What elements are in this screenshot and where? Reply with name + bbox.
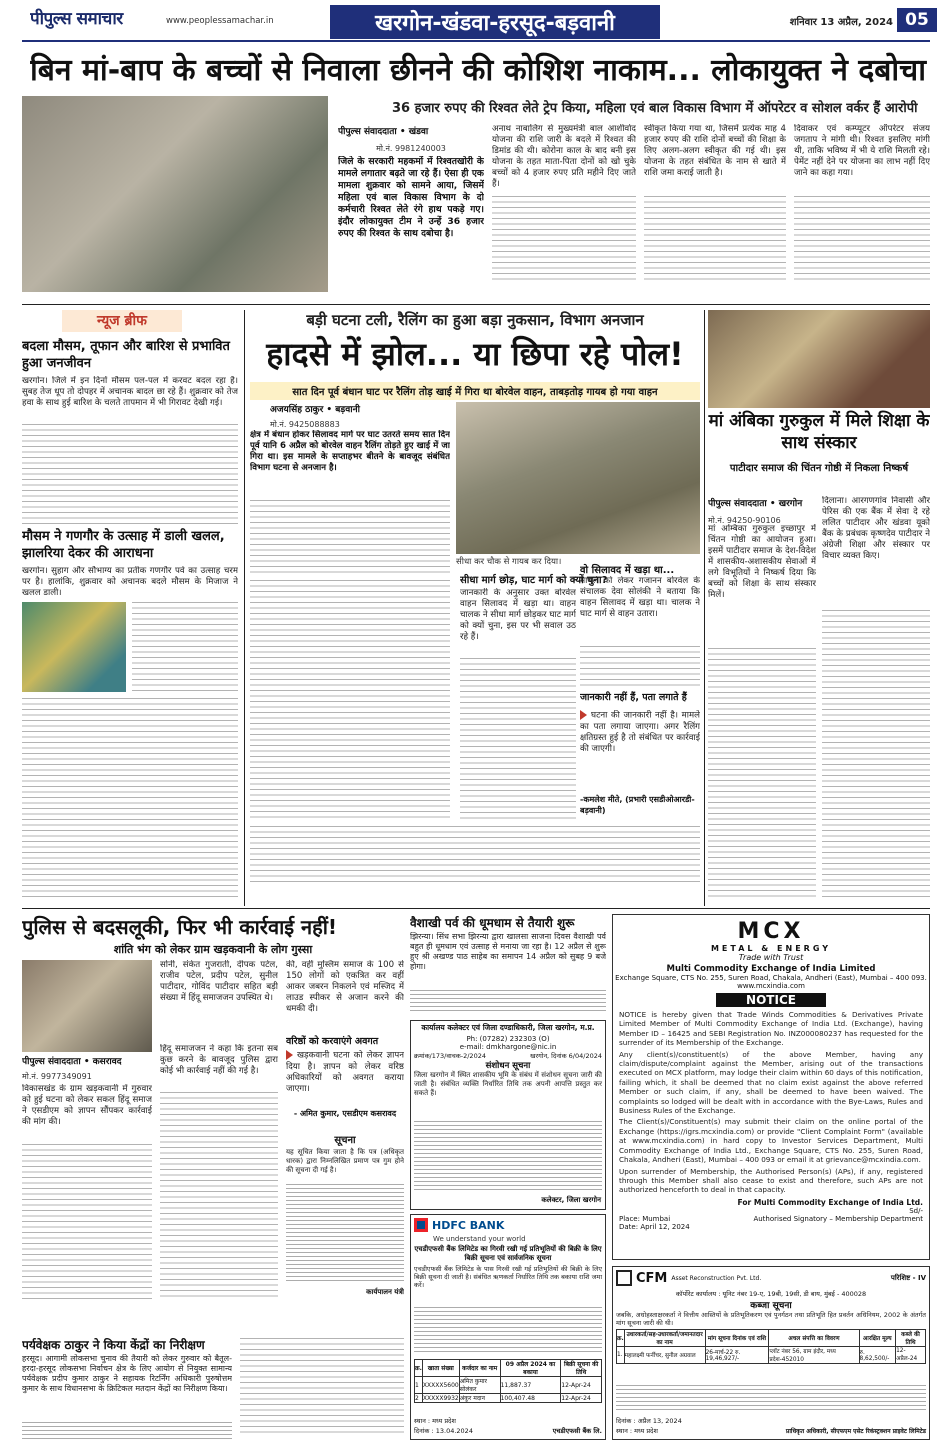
cfm-office: कॉर्पोरेट कार्यालय : यूनिट नंबर 19-ए, 19बी, 19सी, डी बाय, मुंबई - 400028 [675,1290,867,1298]
story2-lead: क्षेत्र में बंधान होकर सिलावद मार्ग पर घाट उतरते समय सात दिन पूर्व यानि 6 अप्रैल को बोरवेल वाहन रैलिंग तोड़ते हुए खाई में जा गिरा था। इस मामले के सप्ताहभर बीतने के बावजूद संबंधित विभाग घटना से अनजान है। [250,430,450,473]
story-lokayukt [22,48,930,310]
mcx-logo [613,919,929,962]
subhead: पाटीदार समाज की चिंतन गोष्ठी में निकला निष्कर्ष [729,463,909,474]
cfm-appendix: परिशिष्ट - IV [890,1273,926,1282]
mcx-p1: NOTICE is hereby given that Trade Winds Commodities & Derivatives Private Limited Member of Multi Commodity Exchange of India Ltd. (Exchange), having Member ID – 16425 and SEBI Registration No. INZ000080237 has requested for the surrender of its Membership of the Exchange. [619,1010,923,1048]
cfm-cell: 1. [617,1347,625,1364]
sub1-text: जानकारी के अनुसार उक्त बोरवेल वाहन सिलावद में खड़ा था। वाहन चालक ने सीधा मार्ग छोड़कर घाट मार्ग को क्यों चुना, इस पर भी सवाल उठ रहे हैं। [460,588,576,642]
story-haadse [250,310,700,906]
brief1-text: खरगोन। जिले में इन दिनों मौसम पल-पल में करवट बदल रहा है। सुबह तेज धूप तो दोपहर में अचानक बादल छा रहे हैं। शुक्रवार को तेज हवा के साथ हुई बारिश के चलते तापमान में भी गिरावट देखी गई। [22,376,238,408]
hdfc-cell: अमित कुमार सोलंकर [459,1377,500,1394]
hdfc-th: खाता संख्या [422,1360,459,1377]
page-number: 05 [897,8,937,32]
byline: पीपुल्स संवाददाता [708,499,767,509]
hdfc-cell: 12-Apr-24 [561,1377,602,1394]
byline-mobile: मो.नं. 9425088883 [270,420,340,429]
story-vaishakhi [410,914,606,1016]
story2-bottom [250,826,700,882]
byline-place: खरगोन [778,499,803,509]
hdfc-cell: XXXXX9932 [422,1394,459,1402]
headline: वैशाखी पर्व की धूमधाम से तैयारी शुरू [410,916,575,930]
tender-contact: Ph: (07282) 232303 (O) [466,1035,550,1043]
hdfc-th: 09 अप्रैल 2024 का बकाया [500,1360,561,1377]
cfm-brand: CFM [636,1270,668,1286]
side-text-body: खड़कवानी घटना को लेकर ज्ञापन दिया है। ज्ञापन को लेकर वरिष्ठ अधिकारियों को अवगत कराया जाएगा। [286,1050,404,1094]
hdfc-cell: 100,407.48 [500,1394,561,1403]
mcx-place: Place: Mumbai [619,1214,671,1223]
mcx-for: For Multi Commodity Exchange of India Ltd. [737,1197,923,1207]
story1-col2-text [492,196,636,280]
headline: मां अंबिका गुरुकुल में मिले शिक्षा के साथ संस्कार [708,411,930,453]
soochna-body [286,1184,404,1284]
sub3: जानकारी नहीं हैं, पता लगाते हैं [580,692,687,703]
table-row [617,1347,926,1364]
brief2-title: मौसम ने गणगौर के उत्साह में डाली खलल, झालरिया देकर की आराधना [22,529,225,561]
brief2-photo [22,602,126,692]
story3-photo [708,310,930,408]
photo-caption: सीधा कर चौक से गायब कर दिया। [456,557,562,567]
byline-mobile: मो.नं. 9981240003 [376,144,446,153]
mcx-p2: Any client(s)/constituent(s) of the above Member, having any claim/dispute/complaint against the Member, arising out of the transactions executed on MCX platform, may lodge their claim within 60 days of this notification, failing which, it shall be deemed that no claim exist against the above referred Member or such claim, if any, shall be deemed to have been waived. The complaints so lodged will be dealt with in accordance with the Bye-Laws, Rules and Business Rules of the Exchange. [619,1049,923,1116]
story6-lead: हरसूद। आगामी लोकसभा चुनाव की तैयारी को लेकर गुरुवार को बैतूल-हरदा-हरसूद लोकसभा निर्वाचन क्षेत्र के लिए आयोग से नियुक्त सामान्य पर्यवेक्षक प्रदीप कुमार ठाकुर ने सहायक रिटर्निंग अधिकारी पुरुषोत्तम कुमार के साथ विधानसभा के क्रिटिकल मतदान केंद्रों का निरीक्षण किया। [22,1354,232,1393]
headline: पुलिस से बदसलूकी, फिर भी कार्रवाई नहीं! [22,915,338,939]
story1-col4-text [794,196,930,280]
mcx-p3: The Client(s)/Constituent(s) may submit their claim on the online portal of the Exchange (https://igrs.mcxindia.com) or provide "Client Complaint Form" (available at www.mcxindia.com) in hard copy to Investor Services Department, Multi Commodity Exchange of India Ltd., Exchange Square, CTS No. 255, Suren Road, Chakala, Andheri (East), Mumbai – 400 093 or email it at grievance@mcxindia.com. [619,1117,923,1165]
tender-body [414,1121,602,1191]
byline-mobile: मो.नं. 9977349091 [22,1072,92,1081]
cfm-text: जबकि, अधोहस्ताक्षरकर्ता ने वित्तीय आस्तियों के प्रतिभूतिकरण एवं पुनर्गठन तथा प्रतिभूति हित प्रवर्तन अधिनियम, 2002 के अंतर्गत मांग सूचना जारी की थी। [616,1311,926,1327]
story4-col3: की, वहीं मुस्लिम समाज के 100 से 150 लोगों को एकत्रित कर वहीं आकर जबरन निकलने एवं मस्जिद में लाउड स्पीकर से अजान करने की धमकी दी। [286,960,404,1014]
story4-col2b: हिंदू समाजजन ने कहा कि इतना सब कुछ करने के बावजूद पुलिस द्वारा कोई भी कार्रवाई नहीं की गई है। [160,1044,278,1076]
story5-more [410,990,606,1014]
brief2-col [132,602,238,692]
hdfc-cell: 11,887.37 [500,1377,561,1394]
story-observer [22,1336,232,1441]
hdfc-date: दिनांक : 13.04.2024 [414,1427,473,1435]
tender-email: e-mail: dmkhargone@nic.in [459,1043,557,1051]
hdfc-heading: एचडीएफसी बैंक लिमिटेड का गिरवी रखी गई प्रतिभूतियों की बिक्री के लिए बिक्री सूचना एवं सार्वजनिक सूचना [414,1245,602,1262]
brief1-more [22,424,238,524]
cfm-th: उधारकर्ता/सह-उधारकर्ता/जमानतदार का नाम [624,1330,705,1347]
mcx-sd: Sd/- [909,1206,923,1215]
masthead-rule [22,40,930,42]
story-gurukul [708,310,930,906]
cfm-cell: 12-अप्रैल-24 [896,1347,926,1364]
table-row [415,1394,602,1403]
story2-col-a [250,580,450,822]
mcx-p4: Upon surrender of Membership, the Authorised Person(s) (APs), if any, registered through this Member shall also cease to exist and therefore, such APs are not authorized henceforth to deal in that capacity. [619,1166,923,1195]
masthead-logo [30,6,160,32]
hdfc-cell: 1 [415,1377,423,1394]
story3-col1 [708,648,816,898]
section-title: खरगोन-खंडवा-हरसूद-बड़वानी [330,5,660,39]
byline-block: पीपुल्स संवाददाता • कसरावद मो.नं. 9977349091 [22,1054,152,1082]
cfm-cell: रु. 8,62,500/- [859,1347,896,1364]
brief2-text: खरगोन। सुहाग और सौभाग्य का प्रतीक गणगौर पर्व का उत्साह चरम पर है। हालांकि, शुक्रवार को अचानक बदले मौसम के मिजाज ने खलल डाली। [22,566,238,598]
hdfc-text: एचडीएफसी बैंक लिमिटेड के पास गिरवी रखी गई प्रतिभूतियों की बिक्री के लिए बिक्री सूचना दी जाती है। संबंधित ऋणकर्ता निर्धारित तिथि तक बकाया राशि जमा करें। [414,1265,602,1289]
quote-marker-icon [580,710,587,720]
subhead: शांति भंग को लेकर ग्राम खड़कवानी के लोग गुस्सा [113,943,313,956]
hdfc-logo-icon [414,1218,428,1232]
mcx-title: NOTICE [716,993,826,1007]
hdfc-place: स्थान : मध्य प्रदेश [414,1417,456,1425]
story5-lead: झिरन्या। सिंध सभा झिरन्या द्वारा खालसा साजना दिवस वैशाखी पर्व बहुत ही धूमधाम एवं उत्साह से मनाया जा रहा है। 12 अप्रैल से शुरू हुए श्री अखण्ड पाठ साहेब का समापन 14 अप्रैल को सुबह 9 बजे होगा। [410,932,606,971]
rule [22,304,930,305]
quote-marker-icon [286,1050,293,1060]
cfm-cell: 26-मार्च-22 रु. 19,46,927/- [705,1347,769,1364]
hdfc-cell: अंकुर मदान [459,1394,500,1403]
headline: बिन मां-बाप के बच्चों से निवाला छीनने की कोशिश नाकाम... लोकायुक्त ने दबोचा [30,53,926,88]
byline: अजयसिंह ठाकुर [270,405,324,415]
hdfc-sign: एचडीएफसी बैंक लि. [552,1427,602,1435]
brief1-title: बदला मौसम, तूफान और बारिश से प्रभावित हुआ जनजीवन [22,339,230,371]
cfm-cell: महालक्ष्मी फर्नीचर, सुनील अग्रवाल [624,1347,705,1364]
hdfc-cell: 2 [415,1394,423,1403]
hdfc-brand: HDFC BANK [432,1218,505,1232]
side-by: - अमित कुमार, एसडीएम कसरावद [293,1109,397,1118]
byline: पीपुल्स संवाददाता [22,1057,81,1067]
news-brief-title: न्यूज ब्रीफ [97,313,147,329]
cfm-th: मांग सूचना दिनांक एवं राशि [705,1330,769,1347]
side-title: वरिष्ठों को करवाएंगे अवगत [286,1036,379,1047]
cfm-th: आरक्षित मूल्य [859,1330,896,1347]
hdfc-logo-row [411,1215,605,1235]
story1-col4: दिवाकर एवं कम्प्यूटर ऑपरेटर संजय जगताप ने मांगी थी। रिश्वत इसलिए मांगी थी, ताकि भविष्य में भी ये राशि मिलती रहे। पेमेंट नहीं देने पर योजना का लाभ नहीं दिए जाने का कहा गया। [794,124,930,178]
cfm-brand-sub: Asset Reconstruction Pvt. Ltd. [671,1274,762,1282]
hdfc-th: कर्जदार का नाम [459,1360,500,1377]
quote-block [580,710,700,792]
hdfc-th: बिक्री सूचना की तिथि [561,1360,602,1377]
cfm-logo-row [613,1267,929,1289]
table-row [415,1377,602,1394]
tender-title: संशोधन सूचना [485,1061,531,1071]
sub1: सीधा मार्ग छोड़, घाट मार्ग को क्यों चुना? [460,575,608,586]
soochna-text: यह सूचित किया जाता है कि पत्र (अधिकृत धारक) द्वारा निम्नलिखित प्रमाण पत्र गुम होने की सूचना दी गई है। [286,1148,404,1174]
story4-col2-more [160,1092,278,1300]
notice-soochna [286,1132,404,1300]
story2-col-b [460,658,576,822]
brief2-more [22,698,238,898]
hdfc-cell: 12-Apr-24 [561,1394,602,1403]
sub2-text: मामले को लेकर गजानन बोरवेल के संचालक देवा सोलंकी ने बताया कि वाहन सिलावद में खड़ा था। चालक ने घाट मार्ग से वाहन उतारा। [580,576,700,619]
subhead: 36 हजार रुपए की रिश्वत लेते ट्रेप किया, महिला एवं बाल विकास विभाग में ऑपरेटर व सोशल वर्कर हैं आरोपी [392,101,918,116]
story4-col1 [22,1144,152,1300]
story1-col3-text [644,196,786,280]
mcx-tagline: Trade with Trust [738,953,804,962]
tender-ref: क्रमांक/173/वाचक-2/2024 [414,1052,486,1060]
cfm-th: अचल संपत्ति का विवरण [769,1330,859,1347]
byline-block: अजयसिंह ठाकुर • बड़वानी मो.नं. 9425088883 [270,402,430,430]
soochna-sign: कार्यपालन यंत्री [366,1288,404,1296]
story-police [22,914,404,1338]
hdfc-body [414,1307,602,1355]
story1-col2: अनाथ नाबालिग से मुख्यमंत्री बाल आशीर्वाद योजना की राशि जारी के बदले में रिश्वत की डिमांड की थी। कोरोना काल के बाद बनी इस योजना के तहत माता-पिता दोनों को खो चुके बच्चों को 4 हजार रुपए प्रति महीने दिए जाते हैं। [492,124,636,189]
cfm-th: क्र. [617,1330,625,1347]
news-brief [22,310,238,906]
cfm-date: दिनांक : अप्रैल 13, 2024 [616,1417,682,1425]
cfm-place: स्थान : मध्य प्रदेश [616,1427,658,1435]
hdfc-notice [410,1214,606,1440]
story1-col3: स्वीकृत किया गया था, जिसमें प्रत्येक माह 4 हजार रुपए की राशि दोनों बच्चों की शिक्षा के लिए अलग-अलग स्वीकृत की गई थी। इस योजना के तहत संबंधित के नाम से खाते में राशि जमा कराई जाती है। [644,124,786,178]
story4-photo [22,960,152,1052]
story1-photo [22,96,328,292]
headline: हादसे में झोल... या छिपा रहे पोल! [266,335,684,373]
cfm-cell: प्लॉट नंबर 56, ग्राम इंदौर, मध्य प्रदेश-452010 [769,1347,859,1364]
mcx-brand-sub: METAL & ENERGY [710,944,832,953]
hdfc-tagline: We understand your world [433,1235,526,1243]
masthead [0,0,945,44]
story3-lead: मां अम्बिका गुरुकुल इच्छापुर में चिंतन गोष्ठी का आयोजन हुआ। इसमें पाटीदार समाज के देश-विदेश में शासकीय-अशासकीय सेवाओं में लगे विभूतियों ने निष्कर्ष दिया कि बच्चों को शिक्षा के साथ संस्कार मिलें। [708,524,816,600]
cfm-th: कब्जे की तिथि [896,1330,926,1347]
story4-col2: सोनी, संकेत गुजराती, दीपक पटेल, राजीव पटेल, प्रदीप पटेल, सुनील पाटीदार, गोविंद पाटीदार सहित बड़ी संख्या में हिंदू समाजजन उपस्थित थे। [160,960,278,1003]
byline-block: पीपुल्स संवाददाता • खरगोन मो.नं. 94250-90106 [708,496,816,526]
vrule [704,310,705,906]
story4-lead: विकासखंड के ग्राम खड़कवानी में गुरुवार को हुई घटना को लेकर सकल हिंदू समाज ने एसडीएम को ज्ञापन सौंपकर कार्रवाई की मांग की। [22,1084,152,1127]
cfm-title: कब्जा सूचना [750,1301,792,1311]
tender-sign: कलेक्टर, जिला खरगोन [541,1196,601,1204]
vrule [244,310,245,906]
kicker: बड़ी घटना टली, रैलिंग का हुआ बड़ा नुकसान, विभाग अनजान [306,311,644,329]
tender-dept: कार्यालय कलेक्टर एवं जिला दण्डाधिकारी, जिला खरगोन, म.प्र. [421,1023,595,1032]
cfm-body [616,1385,926,1411]
quote-by: -कमलेश मीते, (प्रभारी एसडीओआरडी-बड़वानी) [580,795,695,815]
cfm-table [616,1329,926,1364]
tender-ref-date: खरगोन, दिनांक 6/04/2024 [530,1052,602,1060]
mcx-company: Multi Commodity Exchange of India Limited [666,964,876,974]
news-brief-label [62,310,182,332]
story6-more [22,1422,232,1440]
story2-col-c [580,646,700,686]
rule [22,908,930,909]
mcx-web: www.mcxindia.com [737,982,805,990]
story3-col2: दिलाना। आरगणगांव निवासी और पेरिस की एक बैंक में सेवा दे रहे ललित पाटीदार और खंडवा यूको बैंक के प्रबंधक कृष्णदेव पाटीदार ने अंग्रेजी शिक्षा और संस्कार पर विचार व्यक्त किए। [822,496,930,561]
mcx-notice [612,914,930,1260]
byline-place: कसरावद [92,1057,122,1067]
side-text [286,1050,404,1106]
story3-col2-more [822,610,930,898]
mcx-date: Date: April 12, 2024 [619,1222,690,1231]
headline: पर्यवेक्षक ठाकुर ने किया केंद्रों का निरीक्षण [22,1338,205,1352]
masthead-website: www.peoplessamachar.in [166,16,274,26]
story6-right-column [240,1338,404,1436]
mcx-address: Exchange Square, CTS No. 255, Suren Road, Chakala, Andheri (East), Mumbai – 400 093. [615,974,927,982]
byline: पीपुल्स संवाददाता [338,127,397,137]
tender-notice [410,1020,606,1210]
logo-text: पीपुल्स समाचार [30,9,123,29]
page-date: शनिवार 13 अप्रैल, 2024 [789,17,893,28]
subhead: सात दिन पूर्व बंधान घाट पर रैलिंग तोड़ खाई में गिरा था बोरवेल वाहन, ताबड़तोड़ गायब हो गया वाहन [250,382,700,400]
byline-place: खंडवा [408,127,429,137]
story2-photo [456,402,700,554]
hdfc-cell: XXXXX5600 [422,1377,459,1394]
byline-block: पीपुल्स संवाददाता • खंडवा मो.नं. 9981240003 [338,124,484,154]
byline-mobile: मो.नं. 94250-90106 [708,516,781,525]
byline-place: बड़वानी [335,405,360,415]
cfm-sign: प्राधिकृत अधिकारी, सीएफएम एसेट रिकंस्ट्रक्शन प्राइवेट लिमिटेड [785,1428,926,1435]
hdfc-th: क्र. [415,1360,423,1377]
tender-text: जिला खरगोन में स्थित शासकीय भूमि के संबंध में संशोधन सूचना जारी की जाती है। संबंधित व्यक्ति निर्धारित तिथि तक अपनी आपत्ति प्रस्तुत कर सकते हैं। [414,1071,602,1097]
soochna-title: सूचना [334,1135,356,1146]
quote-text: घटना की जानकारी नहीं है। मामले का पता लगाया जाएगा। अगर रैलिंग क्षतिग्रस्त हुई है तो संबंधित पर कार्रवाई की जाएगी। [580,710,700,754]
mcx-brand: MCX [737,919,805,944]
story2-lead-more [250,500,450,576]
story1-lead: जिले के सरकारी महकमों में रिश्वतखोरी के मामले लगातार बढ़ते जा रहे हैं। ऐसा ही एक मामला शुक्रवार को सामने आया, जिसमें महिला एवं बाल विकास विभाग के दो कर्मचारी रिश्वत लेते रंगे हाथ पकड़े गए। इंदौर लोकायुक्त टीम ने उन्हें 36 हजार रुपए की रिश्वत के साथ दबोचा है। [338,156,484,239]
mcx-signatory: Authorised Signatory – Membership Department [753,1214,923,1223]
cfm-notice [612,1266,930,1440]
sub2: वो सिलावद में खड़ा था... [580,565,675,576]
cfm-logo-icon [616,1270,632,1286]
hdfc-table [414,1359,602,1403]
